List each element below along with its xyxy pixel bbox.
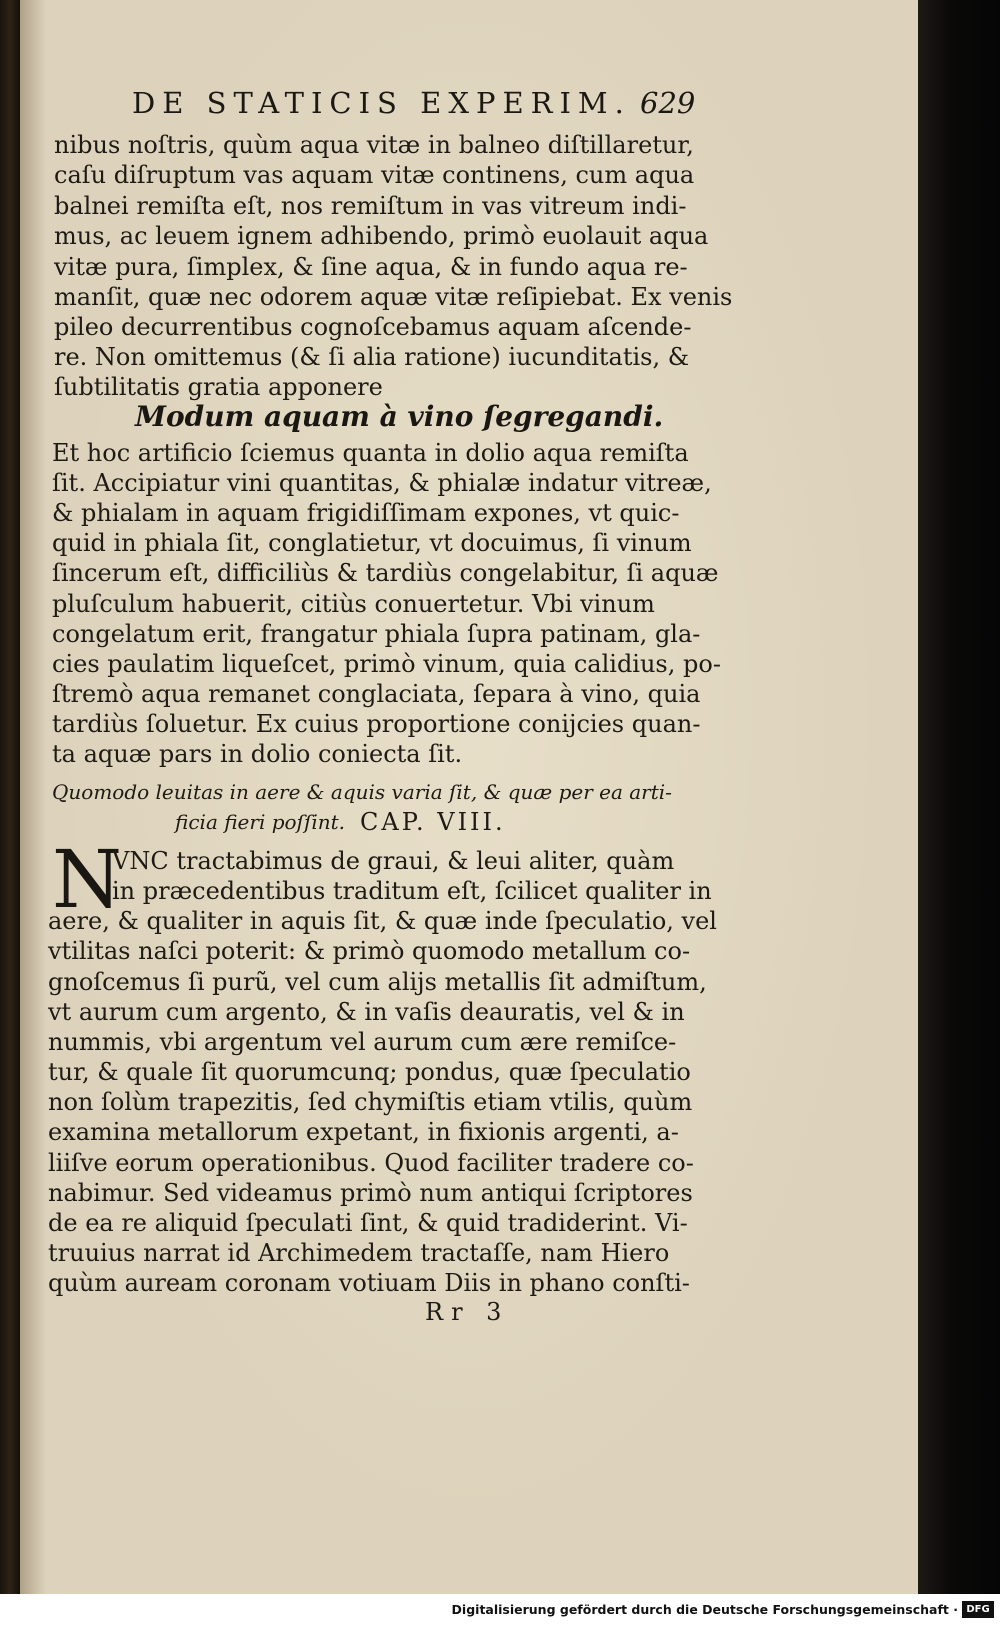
text-line: nummis, vbi argentum vel aurum cum ære remiſce- [48,1028,677,1056]
text-line: ſincerum eſt, difficiliùs & tardiùs congelabitur, ſi aquæ [52,559,719,587]
digitization-footer [0,1594,1000,1628]
text-line: quùm auream coronam votiuam Diis in phano conſti- [48,1269,690,1297]
text-line: vtilitas naſci poterit: & primò quomodo metallum co- [48,937,691,965]
text-line: VNC tractabimus de graui, & leui aliter, quàm [112,847,675,875]
text-line: examina metallorum expetant, in fixionis argenti, a- [48,1118,679,1146]
text-line: pileo decurrentibus cognoſcebamus aquam aſcende- [54,313,692,341]
text-line: caſu diſruptum vas aquam vitæ continens, cum aqua [54,161,695,189]
text-line: vt aurum cum argento, & in vaſis deauratis, vel & in [48,998,685,1026]
text-line: ſubtilitatis gratia apponere [54,373,383,401]
text-line: cies paulatim liqueſcet, primò vinum, quia calidius, po- [52,650,721,678]
text-line: balnei remiſta eſt, nos remiſtum in vas vitreum indi- [54,192,687,220]
text-line: non ſolùm trapezitis, ſed chymiſtis etiam vtilis, quùm [48,1088,693,1116]
text-line: re. Non omittemus (& ſi alia ratione) iucunditatis, & [54,343,690,371]
page-number: 629 [640,86,696,120]
text-line: ta aquæ pars in dolio coniecta ſit. [52,740,463,768]
text-line: nabimur. Sed videamus primò num antiqui ſcriptores [48,1179,693,1207]
text-line: vitæ pura, ſimplex, & ſine aqua, & in fundo aqua re- [54,253,688,281]
text-line: mus, ac leuem ignem adhibendo, primò euolauit aqua [54,222,709,250]
text-line: de ea re aliquid ſpeculati ſint, & quid tradiderint. Vi- [48,1209,688,1237]
text-line: liiſve eorum operationibus. Quod faciliter tradere co- [48,1149,694,1177]
funding-credit: Digitalisierung gefördert durch die Deutsche Forschungsgemeinschaft · [451,1602,958,1617]
text-line: ſtremò aqua remanet conglaciata, ſepara à vino, quia [52,680,701,708]
text-line: nibus noſtris, quùm aqua vitæ in balneo diſtillaretur, [54,131,694,159]
text-line: pluſculum habuerit, citiùs conuertetur. Vbi vinum [52,590,655,618]
text-line: aere, & qualiter in aquis ſit, & quæ inde ſpeculatio, vel [48,907,717,935]
text-line: tardiùs ſoluetur. Ex cuius proportione conijcies quan- [52,710,701,738]
chapter-title-line-1: Quomodo leuitas in aere & aquis varia ſit, & quæ per ea arti- [52,780,672,804]
text-line: gnoſcemus ſi purũ, vel cum alijs metallis ſit admiſtum, [48,968,707,996]
section-heading: Modum aquam à vino ſegregandi. [135,400,664,433]
signature-mark: Rr 3 [425,1298,510,1326]
running-head: DE STATICIS EXPERIM. [132,86,631,120]
book-binding [0,0,20,1594]
chapter-number: CAP. VIII. [360,808,506,836]
text-line: tur, & quale ſit quorumcunq; pondus, quæ ſpeculatio [48,1058,691,1086]
text-line: truuius narrat id Archimedem tractaſſe, nam Hiero [48,1239,670,1267]
text-line: congelatum erit, frangatur phiala ſupra patinam, gla- [52,620,701,648]
text-line: manſit, quæ nec odorem aquæ vitæ reſipiebat. Ex venis [54,283,733,311]
dfg-logo: DFG [962,1601,994,1618]
text-line: Et hoc artificio ſciemus quanta in dolio aqua remiſta [52,439,689,467]
text-line: in præcedentibus traditum eſt, ſcilicet qualiter in [112,877,712,905]
drop-cap: N [52,833,122,926]
page-edge-shadow [918,0,1000,1594]
text-line: ſit. Accipiatur vini quantitas, & phialæ indatur vitreæ, [52,469,712,497]
text-line: quid in phiala ſit, conglatietur, vt docuimus, ſi vinum [52,529,692,557]
text-line: & phialam in aquam frigidiſſimam expones, vt quic- [52,499,680,527]
chapter-title-line-2: ficia fieri poſſint. [175,810,346,834]
